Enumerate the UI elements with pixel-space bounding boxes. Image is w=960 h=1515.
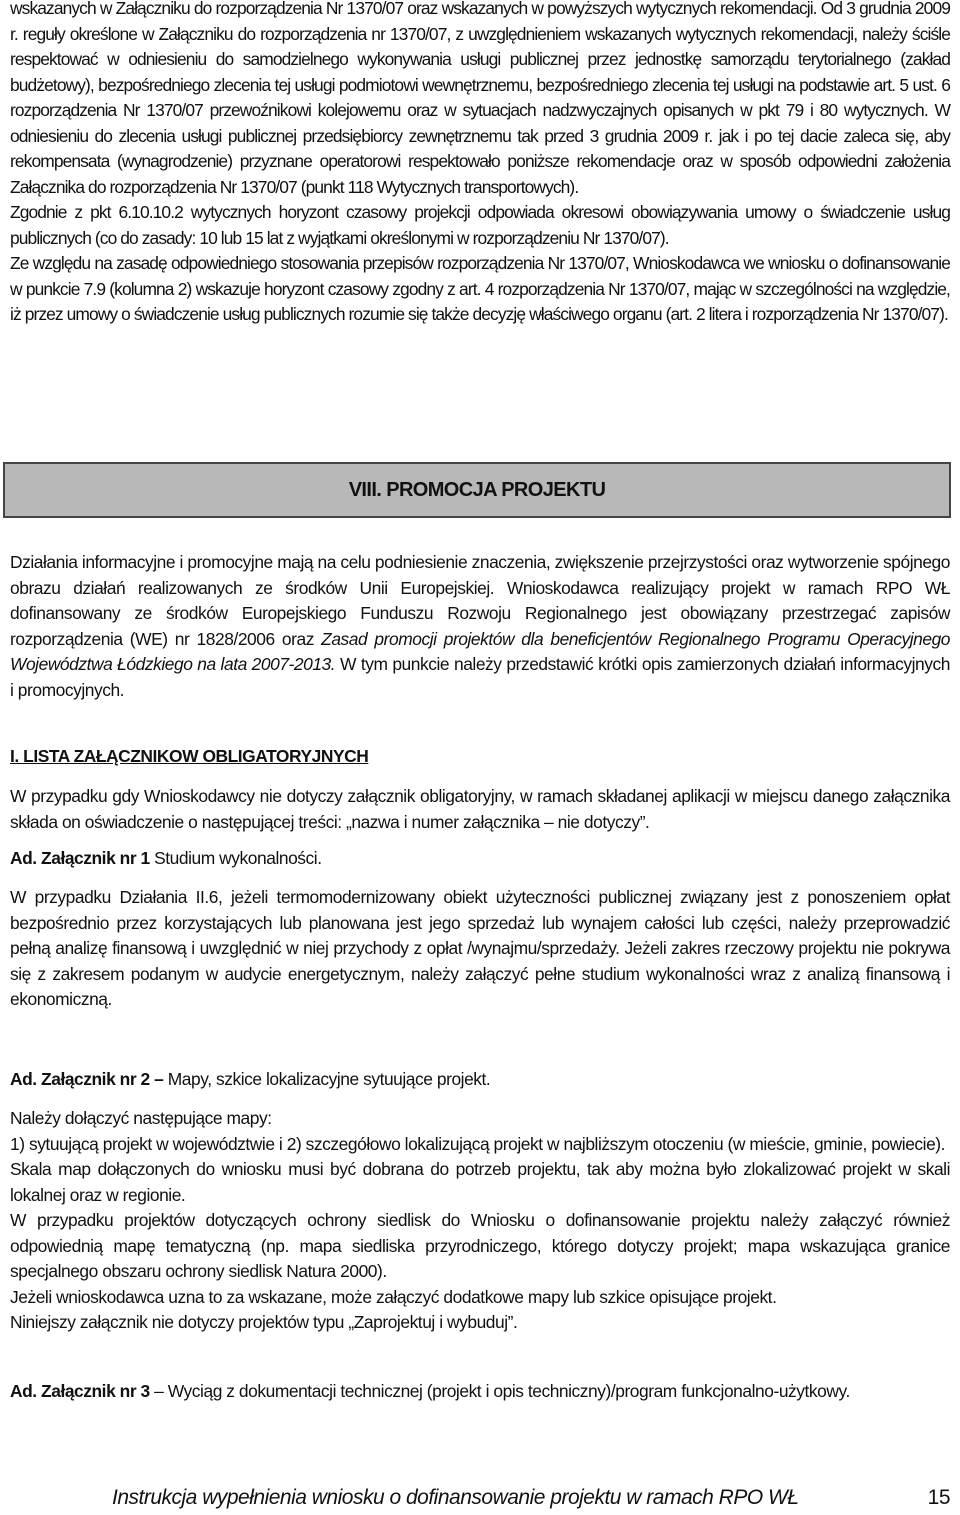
attachments-intro	[10, 784, 950, 835]
top-paragraph	[10, 0, 950, 328]
attachments-heading-text: I. LISTA ZAŁĄCZNIKOW OBLIGATORYJNYCH	[10, 746, 369, 766]
attachment-1-title: Studium wykonalności.	[149, 848, 322, 868]
attachment-1-label: Ad. Załącznik nr 1	[10, 848, 150, 868]
attachment-2-p6: Niniejszy załącznik nie dotyczy projektów typu „Zaprojektuj i wybuduj”.	[10, 1312, 518, 1332]
attachments-intro-text: W przypadku gdy Wnioskodawcy nie dotyczy załącznik obligatoryjny, w ramach składanej aplikacji w miejscu danego załącznika składa on oświadczenie o następującej treści: „nazwa i numer załącznika – nie dotyczy”.	[10, 786, 950, 832]
paragraph-horyzont: Zgodnie z pkt 6.10.10.2 wytycznych horyzont czasowy projekcji odpowiada okresowi obowiązywania umowy o świadczenie usług publicznych (co do zasady: 10 lub 15 lat z wyjątkami określonymi w rozporządzeniu Nr 1370/07).	[10, 202, 950, 248]
attachment-1-heading	[10, 846, 950, 872]
attachment-3-label: Ad. Załącznik nr 3	[10, 1381, 150, 1401]
attachment-2-heading	[10, 1067, 950, 1093]
promo-paragraph	[10, 550, 950, 703]
promo-italic-title: Zasad promocji projektów dla beneficjentów Regionalnego Programu Operacyjnego Województwa Łódzkiego na lata 2007-2013.	[10, 628, 951, 674]
attachment-1-body	[10, 885, 950, 1013]
promo-text-end: W tym punkcie należy przedstawić krótki opis zamierzonych działań informacyjnych i promocyjnych.	[10, 654, 950, 700]
attachment-3-title: – Wyciąg z dokumentacji technicznej (projekt i opis techniczny)/program funkcjonalno-użytkowy.	[149, 1381, 850, 1401]
page-number: 15	[927, 1486, 950, 1509]
footer-title: Instrukcja wypełnienia wniosku o dofinansowanie projektu w ramach RPO WŁ	[112, 1486, 799, 1509]
attachment-2-p3: Skala map dołączonych do wniosku musi być dobrana do potrzeb projektu, tak aby można było zlokalizować projekt w skali lokalnej oraz w regionie.	[10, 1159, 950, 1205]
attachment-1-body-text: W przypadku Działania II.6, jeżeli termomodernizowany obiekt użyteczności publicznej związany jest z ponoszeniem opłat bezpośrednio przez korzystających lub planowana jest jego sprzedaż lub wynajem całości lub części, należy przeprowadzić pełną analizę finansową i uwzględnić w niej przychody z opłat /wynajmu/sprzedaży. Jeżeli zakres rzeczowy projektu nie pokrywa się z zakresem podanym w audycie energetycznym, należy załączyć pełne studium wykonalności wraz z analizą finansową i ekonomiczną.	[10, 887, 950, 1009]
attachment-2-p4: W przypadku projektów dotyczących ochrony siedlisk do Wniosku o dofinansowanie projektu należy załączyć również odpowiednią mapę tematyczną (np. mapa siedliska przyrodniczego, którego dotyczy projekt; mapa wskazująca granice specjalnego obszaru ochrony siedlisk Natura 2000).	[10, 1210, 950, 1281]
attachment-2-p2: 1) sytuującą projekt w województwie i 2) szczegółowo lokalizującą projekt w najbliższym otoczeniu (w mieście, gminie, powiecie).	[10, 1133, 946, 1154]
page-footer	[112, 1486, 950, 1510]
promo-text: Działania informacyjne i promocyjne mają na celu podniesienie znaczenia, zwiększenie przejrzystości oraz wytworzenie spójnego obrazu działań realizowanych ze środków Unii Europejskiej. Wnioskodawca realizujący projekt w ramach RPO WŁ dofinansowany ze środków Europejskiego Funduszu Rozwoju Regionalnego jest obowiązany przestrzegać zapisów rozporządzenia (WE) nr 1828/2006 oraz	[10, 552, 950, 649]
attachment-2-label: Ad. Załącznik nr 2 –	[10, 1069, 164, 1089]
section-banner	[3, 462, 951, 518]
paragraph-rekomendacje: wskazanych w Załączniku do rozporządzenia Nr 1370/07 oraz wskazanych w powyższych wytycznych rekomendacji. Od 3 grudnia 2009 r. reguły określone w Załączniku do rozporządzenia nr 1370/07, z uwzględnieniem wskazanych wytycznych rekomendacji, należy ściśle respektować w odniesieniu do samodzielnego wykonywania usługi publicznej przez jednostkę samorządu terytorialnego (zakład budżetowy), bezpośredniego zlecenia tej usługi podmiotowi wewnętrznemu, bezpośredniego zlecenia tej usługi na podstawie art. 5 ust. 6 rozporządzenia Nr 1370/07 przewoźnikowi kolejowemu oraz w sytuacjach nadzwyczajnych opisanych w pkt 79 i 80 wytycznych. W odniesieniu do zlecenia usługi publicznej przedsiębiorcy zewnętrznemu tak przed 3 grudnia 2009 r. jak i po tej dacie zaleca się, aby rekompensata (wynagrodzenie) przyznane operatorowi respektowało poniższe rekomendacje oraz w sposób odpowiedni założenia Załącznika do rozporządzenia Nr 1370/07 (punkt 118 Wytycznych transportowych).	[10, 0, 950, 197]
attachment-3	[10, 1379, 950, 1405]
attachment-2-p5: Jeżeli wnioskodawca uzna to za wskazane, może załączyć dodatkowe mapy lub szkice opisujące projekt.	[10, 1286, 777, 1307]
attachment-2-body	[10, 1106, 950, 1336]
section-title: VIII. PROMOCJA PROJEKTU	[348, 478, 606, 501]
paragraph-zasada: Ze względu na zasadę odpowiedniego stosowania przepisów rozporządzenia Nr 1370/07, Wnioskodawca we wniosku o dofinansowanie w punkcie 7.9 (kolumna 2) wskazuje horyzont czasowy zgodny z art. 4 rozporządzenia Nr 1370/07, mając w szczególności na względzie, iż przez umowy o świadczenie usług publicznych rozumie się także decyzję właściwego organu (art. 2 litera i rozporządzenia Nr 1370/07).	[10, 253, 950, 324]
attachments-heading	[10, 744, 950, 770]
attachment-2-title: Mapy, szkice lokalizacyjne sytuujące projekt.	[163, 1069, 491, 1089]
attachment-2-p1: Należy dołączyć następujące mapy:	[10, 1108, 272, 1128]
